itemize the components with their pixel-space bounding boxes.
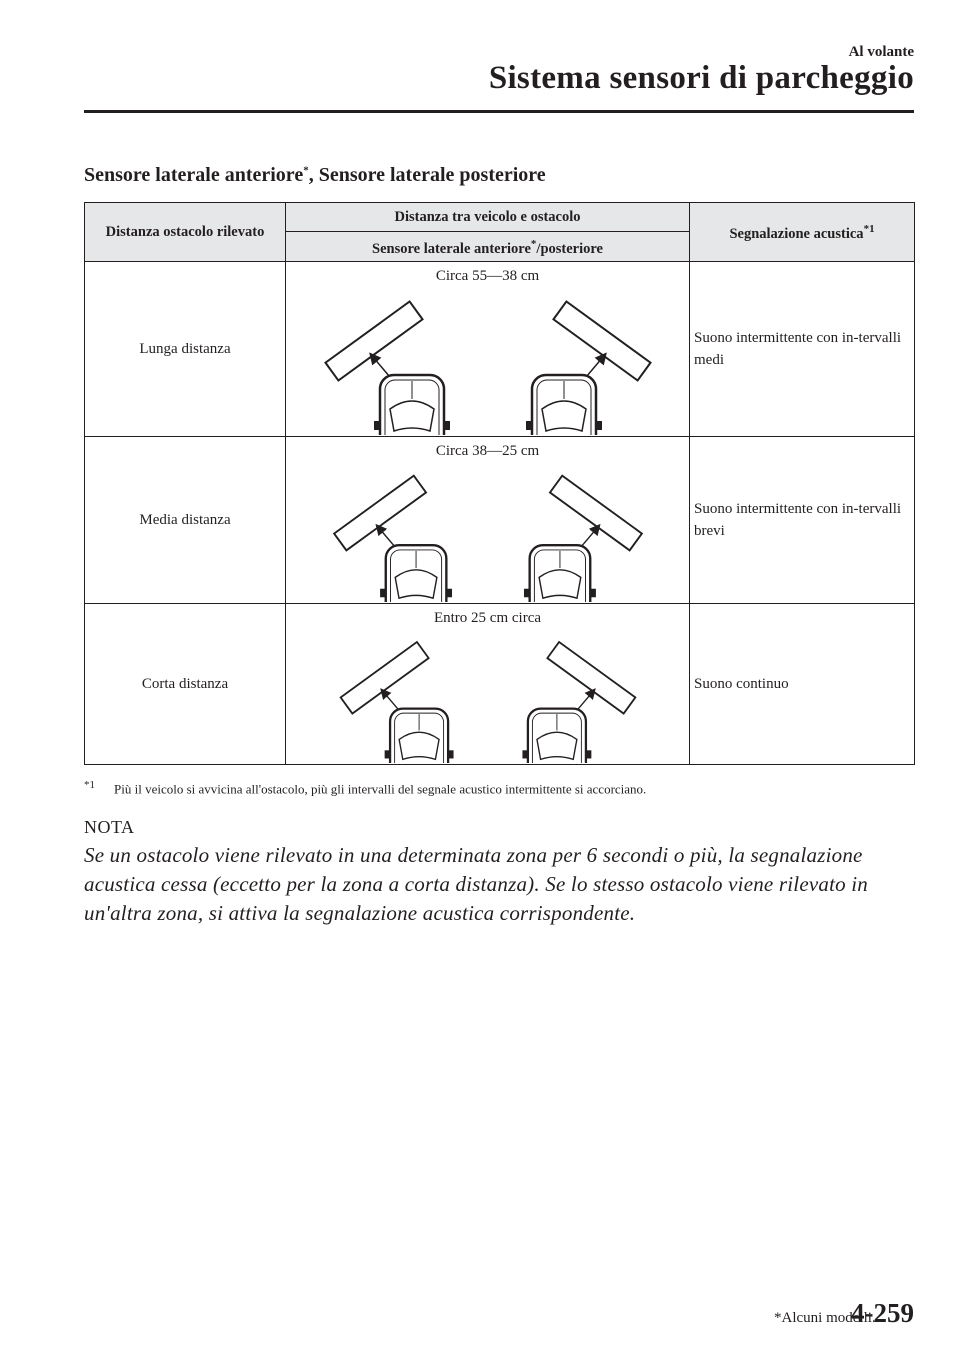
col-subheader-sensor xyxy=(286,232,690,262)
footnote-text: Più il veicolo si avvicina all'ostacolo, più gli intervalli del segnale acustico intermittente si accorciano. xyxy=(114,781,647,797)
col-header-distance: Distanza tra veicolo e ostacolo xyxy=(286,203,690,232)
table-row xyxy=(85,437,915,604)
section-title-mark: * xyxy=(303,164,309,177)
page-title: Sistema sensori di parcheggio xyxy=(488,60,914,96)
zone-cell: Corta distanza xyxy=(85,604,286,765)
diagram-cell xyxy=(286,604,690,765)
col-header-signal-text: Segnalazione acustica xyxy=(729,225,864,242)
table-row xyxy=(85,604,915,765)
sensor-diagram xyxy=(318,627,658,763)
section-title-text: Sensore laterale anteriore xyxy=(84,164,304,186)
page-number: 4-259 xyxy=(851,1298,914,1328)
distance-label: Entro 25 cm circa xyxy=(433,610,542,626)
sensor-diagram xyxy=(318,460,658,602)
sensor-table xyxy=(84,202,915,765)
sensor-diagram xyxy=(318,285,658,435)
chapter-label: Al volante xyxy=(848,44,914,60)
signal-cell: Suono intermittente con in-tervalli brevi xyxy=(690,437,915,604)
footnote-mark: *1 xyxy=(84,779,95,791)
distance-label: Circa 55―38 cm xyxy=(435,268,540,284)
col-header-signal-mark: *1 xyxy=(863,223,875,236)
models-note: *Alcuni modelli. xyxy=(774,1310,876,1326)
col-subheader-sensor-mark: * xyxy=(530,237,537,250)
note-text: Se un ostacolo viene rilevato in una determinata zona per 6 secondi o più, la segnalazione acustica cessa (eccetto per la zona a corta distanza). Se lo stesso ostacolo viene rilevato in un'altra zona, si attiva la segnalazione acustica corrispondente. xyxy=(84,843,868,925)
col-subheader-sensor-rest: /posteriore xyxy=(536,240,603,257)
zone-cell: Lunga distanza xyxy=(85,262,286,437)
section-title xyxy=(84,164,546,187)
footnote xyxy=(84,779,646,797)
col-header-signal xyxy=(690,203,915,262)
note-label: NOTA xyxy=(84,817,135,837)
diagram-cell xyxy=(286,262,690,437)
table-row xyxy=(85,262,915,437)
header-divider xyxy=(84,110,914,113)
section-title-rest: , Sensore laterale posteriore xyxy=(308,164,546,186)
diagram-cell xyxy=(286,437,690,604)
distance-label: Circa 38―25 cm xyxy=(435,443,540,459)
col-header-zone: Distanza ostacolo rilevato xyxy=(85,203,286,262)
zone-cell: Media distanza xyxy=(85,437,286,604)
signal-cell: Suono continuo xyxy=(690,604,915,765)
signal-cell: Suono intermittente con in-tervalli medi xyxy=(690,262,915,437)
col-subheader-sensor-text: Sensore laterale anteriore xyxy=(372,240,531,257)
